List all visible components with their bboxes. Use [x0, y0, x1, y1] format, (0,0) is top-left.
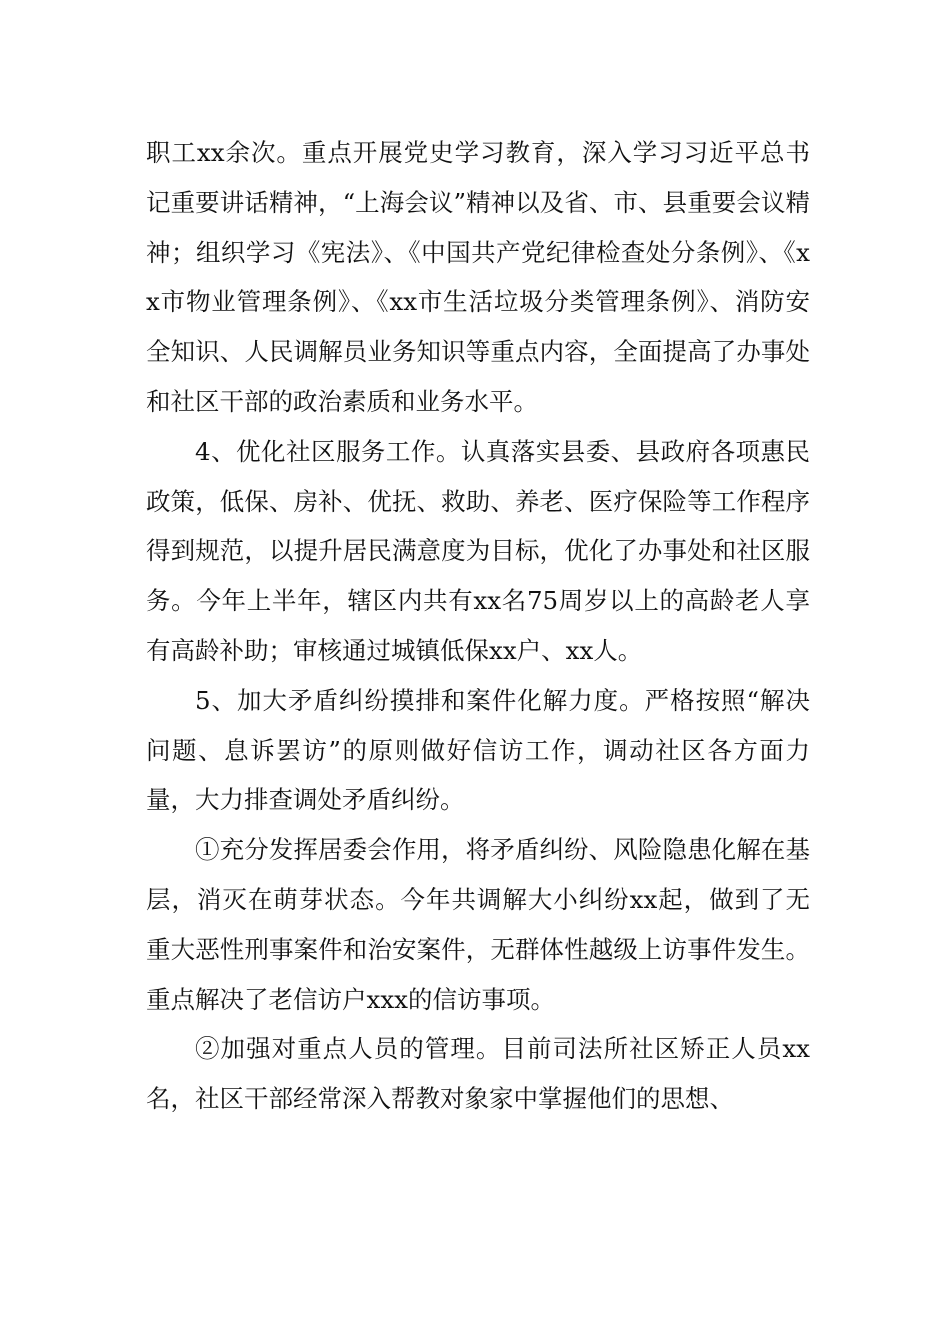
paragraph-community-service: 4、优化社区服务工作。认真落实县委、县政府各项惠民政策，低保、房补、优抚、救助、养老、医疗保险等工作程序得到规范，以提升居民满意度为目标，优化了办事处和社区服务。今年上半年，辖区内共有xx名75周岁以上的高龄老人享有高龄补助；审核通过城镇低保xx户、xx人。 — [146, 436, 810, 665]
document-body — [146, 128, 810, 1124]
paragraph-political-study: 职工xx余次。重点开展党史学习教育，深入学习习近平总书记重要讲话精神，“上海会议”精神以及省、市、县重要会议精神；组织学习《宪法》、《中国共产党纪律检查处分条例》、《xx市物业管理条例》、《xx市生活垃圾分类管理条例》、消防安全知识、人民调解员业务知识等重点内容，全面提高了办事处和社区干部的政治素质和业务水平。 — [146, 138, 810, 416]
paragraph-neighborhood-committee: ①充分发挥居委会作用，将矛盾纠纷、风险隐患化解在基层，消灭在萌芽状态。今年共调解大小纠纷xx起，做到了无重大恶性刑事案件和治安案件，无群体性越级上访事件发生。重点解决了老信访户xxx的信访事项。 — [146, 835, 810, 1014]
paragraph-dispute-resolution: 5、加大矛盾纠纷摸排和案件化解力度。严格按照“解决问题、息诉罢访”的原则做好信访工作，调动社区各方面力量，大力排查调处矛盾纠纷。 — [146, 685, 810, 815]
paragraph-key-personnel: ②加强对重点人员的管理。目前司法所社区矫正人员xx名，社区干部经常深入帮教对象家中掌握他们的思想、 — [146, 1034, 810, 1114]
